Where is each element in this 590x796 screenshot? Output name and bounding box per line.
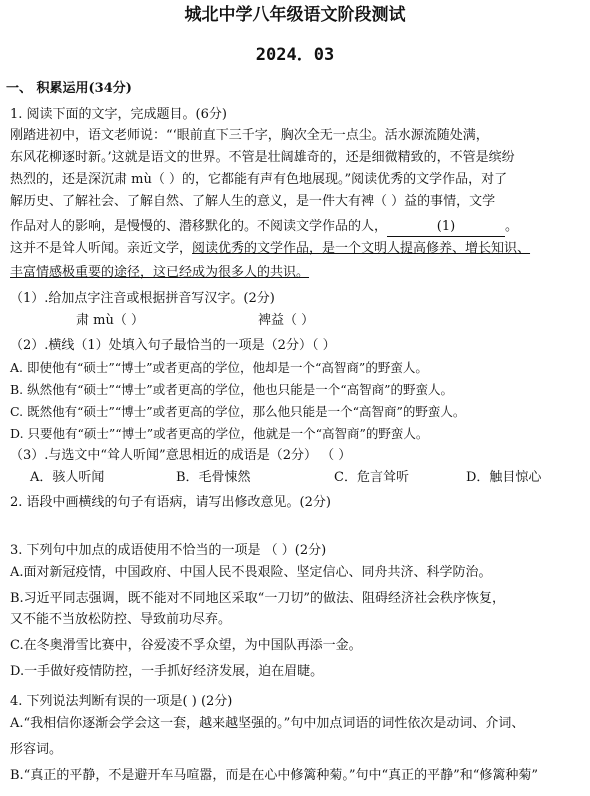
option-c[interactable]: C. 既然他有“硕士”“博士”或者更高的学位，那么他只能是一个“高智商”的野蛮人。 xyxy=(10,404,466,419)
option-a-continued: 形容词。 xyxy=(10,742,63,757)
passage-tail: 。 xyxy=(505,219,519,234)
passage-line: 作品对人的影响，是慢慢的、潜移默化的。不阅读文学作品的人， xyxy=(10,219,388,234)
option-b[interactable]: B.“真正的平静，不是避开车马喧嚣，而是在心中修篱种菊。”句中“真正的平静”和“修篱种菊” xyxy=(10,768,539,783)
underlined-sentence: 丰富情感极重要的途径，这已经成为很多人的共识。 xyxy=(10,265,310,280)
option-a[interactable]: A．骇人听闻 xyxy=(30,470,105,485)
pinyin-item[interactable]: 裨益（ ） xyxy=(258,313,315,328)
passage-text: 这并不是耸人听闻。亲近文学， xyxy=(10,241,193,256)
passage-line: 东风花柳逐时新。’这就是语文的世界。不管是壮阔雄奇的，还是细微精致的，不管是缤纷 xyxy=(10,150,515,165)
option-d[interactable]: D．触目惊心 xyxy=(466,470,542,485)
question-4-stem: 4. 下列说法判断有误的一项是( ) (2分) xyxy=(10,694,233,709)
option-b-continued: 又不能不当放松防控、导致前功尽弃。 xyxy=(10,612,232,627)
subquestion-1: （1）.给加点字注音或根据拼音写汉字。(2分) xyxy=(10,291,275,306)
underlined-sentence-line xyxy=(10,240,530,258)
underlined-sentence: 阅读优秀的文学作品，是一个文明人提高修养、增长知识、 xyxy=(192,241,531,256)
option-a[interactable]: A.“我相信你逐渐会学会这一套，越来越坚强的。”句中加点词语的词性依次是动词、介词、 xyxy=(10,716,525,731)
option-a[interactable]: A.面对新冠疫情，中国政府、中国人民不畏艰险、坚定信心、同舟共济、科学防治。 xyxy=(10,565,492,580)
option-b[interactable]: B.习近平同志强调，既不能对不同地区采取“一刀切”的做法、阻碍经济社会秩序恢复， xyxy=(10,591,505,606)
question-3-stem: 3. 下列句中加点的成语使用不恰当的一项是 （ ）(2分) xyxy=(10,543,327,558)
option-c[interactable]: C.在冬奥滑雪比赛中，谷爱凌不孚众望，为中国队再添一金。 xyxy=(10,638,362,653)
option-b[interactable]: B．毛骨悚然 xyxy=(176,470,251,485)
blank-label: (1) xyxy=(436,219,456,234)
answer-blank-1[interactable] xyxy=(387,218,505,237)
option-a[interactable]: A. 即使他有“硕士”“博士”或者更高的学位，他却是一个“高智商”的野蛮人。 xyxy=(10,360,428,375)
question-1-stem: 1. 阅读下面的文字，完成题目。(6分) xyxy=(10,107,227,122)
passage-line: 解历史、了解社会、了解自然、了解人生的意义，是一件大有裨（ ）益的事情，文学 xyxy=(10,194,496,209)
option-d[interactable]: D. 只要他有“硕士”“博士”或者更高的学位，他就是一个“高智商”的野蛮人。 xyxy=(10,426,429,441)
passage-line-with-blank xyxy=(10,218,518,237)
pinyin-item[interactable]: 肃 mù（ ） xyxy=(76,313,144,328)
option-d[interactable]: D.一手做好疫情防控，一手抓好经济发展，迫在眉睫。 xyxy=(10,664,324,679)
question-2-stem: 2. 语段中画横线的句子有语病，请写出修改意见。(2分) xyxy=(10,495,331,510)
section-heading: 一、 积累运用(34分) xyxy=(6,81,132,96)
exam-title: 城北中学八年级语文阶段测试 xyxy=(184,5,406,25)
passage-line: 刚踏进初中，语文老师说：“‘眼前直下三千字，胸次全无一点尘。活水源流随处满， xyxy=(10,128,489,143)
subquestion-3: （3）.与选文中“耸人听闻”意思相近的成语是（2分） （ ） xyxy=(10,448,352,463)
option-b[interactable]: B. 纵然他有“硕士”“博士”或者更高的学位，他也只能是一个“高智商”的野蛮人。 xyxy=(10,382,453,397)
subquestion-2: （2）.横线（1）处填入句子最恰当的一项是（2分）（ ） xyxy=(10,338,336,353)
passage-line: 热烈的，还是深沉肃 mù（ ）的，它都能有声有色地展现。”阅读优秀的文学作品，对了 xyxy=(10,172,508,187)
exam-date: 2024．03 xyxy=(255,45,335,65)
option-c[interactable]: C．危言耸听 xyxy=(334,470,409,485)
